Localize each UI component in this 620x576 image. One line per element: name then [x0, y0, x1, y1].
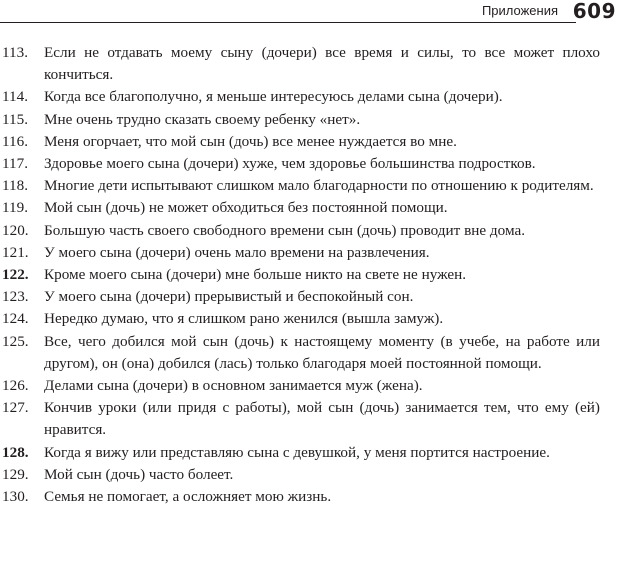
item-text: Нередко думаю, что я слишком рано женился (вышла замуж). [44, 310, 444, 328]
item-text: Мой сын (дочь) не может обходиться без постоянной помощи. [44, 199, 448, 217]
item-number: 127. [2, 399, 29, 417]
item-number: 123. [2, 288, 29, 306]
item-text: Большую часть своего свободного времени сын (дочь) проводит вне дома. [44, 221, 525, 239]
page-number: 609 [572, 0, 616, 23]
list-item [0, 197, 600, 219]
item-number: 113. [2, 44, 29, 61]
list-item [0, 375, 600, 397]
item-text: Мой сын (дочь) часто болеет. [44, 465, 234, 483]
item-text: Кроме моего сына (дочери) мне больше никто на свете не нужен. [44, 266, 467, 284]
item-text: Делами сына (дочери) в основном занимается муж (жена). [44, 377, 423, 395]
item-number: 128. [2, 443, 29, 461]
item-number: 118. [2, 177, 29, 195]
item-number: 126. [2, 377, 29, 395]
item-text: Когда все благополучно, я меньше интересуюсь делами сына (дочери). [44, 88, 503, 106]
list-item [0, 308, 600, 330]
list-item [0, 131, 600, 153]
item-number: 114. [2, 88, 29, 106]
item-text: Здоровье моего сына (дочери) хуже, чем здоровье большинства подростков. [44, 155, 536, 173]
list-item [0, 242, 600, 264]
item-text: У моего сына (дочери) очень мало времени на развлечения. [44, 243, 430, 261]
list-item [0, 464, 600, 486]
list-item [0, 153, 600, 175]
running-header [0, 0, 620, 24]
item-text: Меня огорчает, что мой сын (дочь) все менее нуждается во мне. [44, 132, 457, 150]
header-rule [0, 22, 576, 23]
item-number: 115. [2, 110, 29, 128]
item-text: Семья не помогает, а осложняет мою жизнь. [44, 488, 332, 506]
list-item [0, 486, 600, 508]
list-item [0, 397, 600, 441]
item-number: 117. [2, 155, 29, 173]
item-text: У моего сына (дочери) прерывистый и беспокойный сон. [44, 288, 414, 306]
item-number: 116. [2, 132, 29, 150]
item-text: Когда я вижу или представляю сына с девушкой, у меня портится настроение. [44, 443, 550, 461]
item-text: Кончив уроки (или придя с работы), мой сын (дочь) занимается тем, что ему (ей) нравится. [44, 399, 600, 439]
item-text: Мне очень трудно сказать своему ребенку «нет». [44, 110, 361, 128]
item-number: 129. [2, 465, 29, 483]
item-number: 121. [2, 243, 29, 261]
item-text: Если не отдавать моему сыну (дочери) все время и силы, то все может плохо кончиться. [44, 44, 600, 84]
item-number: 124. [2, 310, 29, 328]
list-item [0, 264, 600, 286]
questionnaire-list [0, 42, 600, 508]
list-item [0, 286, 600, 308]
item-number: 130. [2, 488, 29, 506]
header-section-title: Приложения [481, 3, 558, 18]
list-item [0, 86, 600, 108]
item-text: Многие дети испытывают слишком мало благодарности по отношению к родителям. [44, 177, 594, 195]
item-text: Все, чего добился мой сын (дочь) к настоящему моменту (в учебе, на работе или другом), он (она) добился (лась) только благодаря моей постоянной помощи. [44, 332, 600, 372]
list-item [0, 220, 600, 242]
item-number: 125. [2, 332, 29, 350]
list-item [0, 442, 600, 464]
list-item [0, 331, 600, 375]
list-item [0, 175, 600, 197]
list-item [0, 109, 600, 131]
item-number: 122. [2, 266, 29, 284]
item-number: 120. [2, 221, 29, 239]
item-number: 119. [2, 199, 29, 217]
list-item [0, 42, 600, 86]
